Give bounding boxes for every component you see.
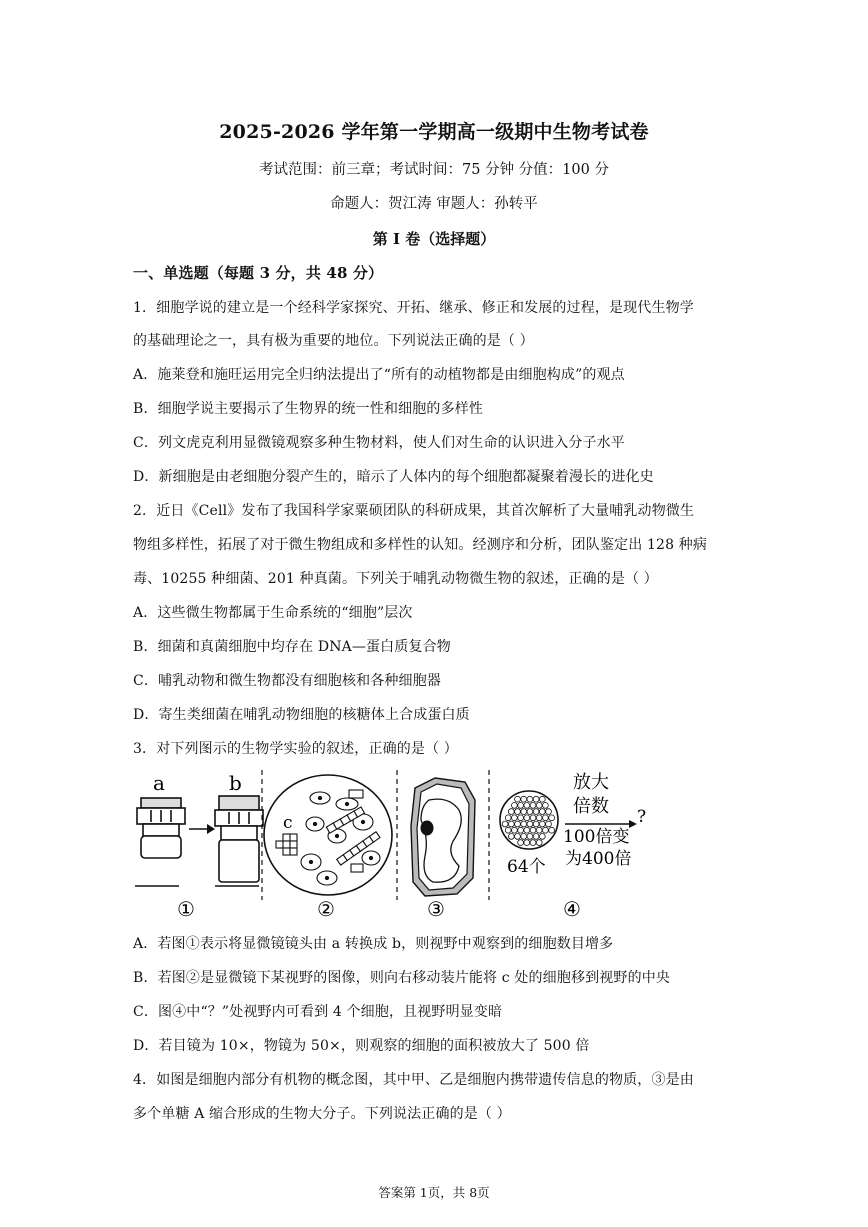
cell-dot bbox=[502, 821, 508, 827]
cell-dot bbox=[527, 809, 533, 815]
label-question: ? bbox=[637, 807, 647, 827]
cell-dot bbox=[546, 809, 552, 815]
arrow-icon bbox=[189, 824, 215, 834]
cell-dot bbox=[533, 809, 539, 815]
q2-stem-line1: 2．近日《Cell》发布了我国科学家粟硕团队的科研成果，其首次解析了大量哺乳动物微生 bbox=[133, 503, 695, 519]
cell-dot bbox=[518, 840, 524, 846]
cell-dot bbox=[533, 821, 539, 827]
objective-lens-b bbox=[215, 796, 263, 886]
panel-num-2: ② bbox=[317, 897, 335, 921]
cell-dot bbox=[543, 815, 549, 821]
cell-dot bbox=[539, 821, 545, 827]
label-a: a bbox=[153, 771, 165, 795]
q2-option-b: B．细菌和真菌细胞中均存在 DNA—蛋白质复合物 bbox=[133, 639, 451, 655]
q1-stem-line2: 的基础理论之一，具有极为重要的地位。下列说法正确的是（ ） bbox=[133, 333, 534, 349]
section-heading: 一、单选题（每题 3 分，共 48 分） bbox=[133, 264, 384, 282]
cell-dot bbox=[524, 840, 530, 846]
cell-dot bbox=[524, 815, 530, 821]
q2-stem-line2: 物组多样性，拓展了对于微生物组成和多样性的认知。经测序和分析，团队鉴定出 128 种病 bbox=[133, 537, 708, 553]
cell-dot bbox=[530, 827, 536, 833]
label-64: 64个 bbox=[507, 857, 546, 877]
cell-dot bbox=[512, 815, 518, 821]
cell-dot bbox=[512, 827, 518, 833]
cell-dot bbox=[518, 803, 524, 809]
cell-dot bbox=[524, 803, 530, 809]
exam-authors: 命题人：贺江涛 审题人：孙转平 bbox=[330, 196, 538, 212]
cell-dot bbox=[508, 809, 514, 815]
field-of-view bbox=[264, 775, 392, 895]
cell-dot bbox=[530, 815, 536, 821]
q3-option-a: A．若图①表示将显微镜镜头由 a 转换成 b，则视野中观察到的细胞数目增多 bbox=[133, 936, 614, 952]
cell-dot bbox=[515, 834, 521, 840]
panel-num-4: ④ bbox=[563, 897, 581, 921]
label-b: b bbox=[229, 771, 242, 795]
q2-option-c: C．哺乳动物和微生物都没有细胞核和各种细胞器 bbox=[133, 673, 442, 689]
page-footer: 答案第 1页，共 8页 bbox=[378, 1185, 490, 1200]
cell-dot bbox=[515, 809, 521, 815]
label-beishu: 倍数 bbox=[573, 796, 609, 817]
cell-dot bbox=[546, 821, 552, 827]
cell-dot bbox=[549, 827, 555, 833]
q1-stem-line1: 1．细胞学说的建立是一个经科学家探究、开拓、继承、修正和发展的过程，是现代生物学 bbox=[133, 300, 694, 316]
cell-dot bbox=[536, 803, 542, 809]
q1-option-b: B．细胞学说主要揭示了生物界的统一性和细胞的多样性 bbox=[133, 401, 484, 417]
panel-num-1: ① bbox=[177, 897, 195, 921]
q2-stem-line3: 毒、10255 种细菌、201 种真菌。下列关于哺乳动物微生物的叙述，正确的是（ ） bbox=[133, 571, 658, 587]
label-100: 100倍变 bbox=[563, 827, 630, 847]
objective-lens-a bbox=[135, 798, 185, 886]
part-title: 第 I 卷（选择题） bbox=[372, 230, 496, 248]
exam-title: 2025-2026 学年第一学期高一级期中生物考试卷 bbox=[219, 121, 649, 143]
q2-option-d: D．寄生类细菌在哺乳动物细胞的核糖体上合成蛋白质 bbox=[133, 707, 470, 723]
plant-cell bbox=[411, 778, 475, 896]
q4-stem-line1: 4．如图是细胞内部分有机物的概念图，其中甲、乙是细胞内携带遗传信息的物质，③是由 bbox=[133, 1072, 694, 1088]
cell-dot bbox=[549, 815, 555, 821]
cell-dot bbox=[515, 821, 521, 827]
cell-dot bbox=[505, 827, 511, 833]
cell-dot bbox=[527, 834, 533, 840]
panel-num-3: ③ bbox=[427, 897, 445, 921]
cell-dot bbox=[539, 809, 545, 815]
q3-option-c: C．图④中“？”处视野内可看到 4 个细胞，且视野明显变暗 bbox=[133, 1004, 503, 1020]
q2-option-a: A．这些微生物都属于生命系统的“细胞”层次 bbox=[133, 605, 413, 621]
cell-dot bbox=[533, 834, 539, 840]
cell-dot bbox=[536, 827, 542, 833]
q3-option-d: D．若目镜为 10×，物镜为 50×，则观察的细胞的面积被放大了 500 倍 bbox=[133, 1038, 590, 1054]
cell-dot bbox=[505, 815, 511, 821]
cell-dot bbox=[508, 821, 514, 827]
q1-option-c: C．列文虎克利用显微镜观察多种生物材料，使人们对生命的认识进入分子水平 bbox=[133, 435, 625, 451]
q3-stem: 3．对下列图示的生物学实验的叙述，正确的是（ ） bbox=[133, 741, 458, 757]
cell-dot bbox=[533, 796, 539, 802]
cell-dot bbox=[515, 796, 521, 802]
cell-dot bbox=[521, 809, 527, 815]
cell-dot bbox=[518, 815, 524, 821]
cell-dot bbox=[539, 834, 545, 840]
q3-option-b: B．若图②是显微镜下某视野的图像，则向右移动装片能将 c 处的细胞移到视野的中央 bbox=[133, 970, 671, 986]
q4-stem-line2: 多个单糖 A 缩合形成的生物大分子。下列说法正确的是（ ） bbox=[133, 1106, 511, 1122]
label-fangda: 放大 bbox=[573, 772, 609, 793]
cell-cluster bbox=[500, 791, 558, 849]
cell-dot bbox=[521, 796, 527, 802]
label-c: c bbox=[283, 813, 293, 833]
cell-dot bbox=[518, 827, 524, 833]
cell-dot bbox=[512, 803, 518, 809]
q1-option-a: A．施莱登和施旺运用完全归纳法提出了“所有的动植物都是由细胞构成”的观点 bbox=[133, 367, 625, 383]
cell-dot bbox=[521, 821, 527, 827]
q1-option-d: D．新细胞是由老细胞分裂产生的，暗示了人体内的每个细胞都凝聚着漫长的进化史 bbox=[133, 469, 654, 485]
microscope-figure bbox=[125, 766, 745, 928]
cell-dot bbox=[527, 821, 533, 827]
cell-dot bbox=[536, 815, 542, 821]
cell-dot bbox=[543, 827, 549, 833]
cell-dot bbox=[530, 840, 536, 846]
cell-dot bbox=[536, 840, 542, 846]
cell-dot bbox=[508, 834, 514, 840]
cell-dot bbox=[524, 827, 530, 833]
exam-info: 考试范围：前三章；考试时间：75 分钟 分值：100 分 bbox=[259, 162, 609, 178]
cell-dot bbox=[521, 834, 527, 840]
cell-dot bbox=[530, 803, 536, 809]
cell-dot bbox=[539, 796, 545, 802]
cell-dot bbox=[527, 796, 533, 802]
cell-dot bbox=[543, 803, 549, 809]
label-400: 为400倍 bbox=[565, 849, 632, 869]
